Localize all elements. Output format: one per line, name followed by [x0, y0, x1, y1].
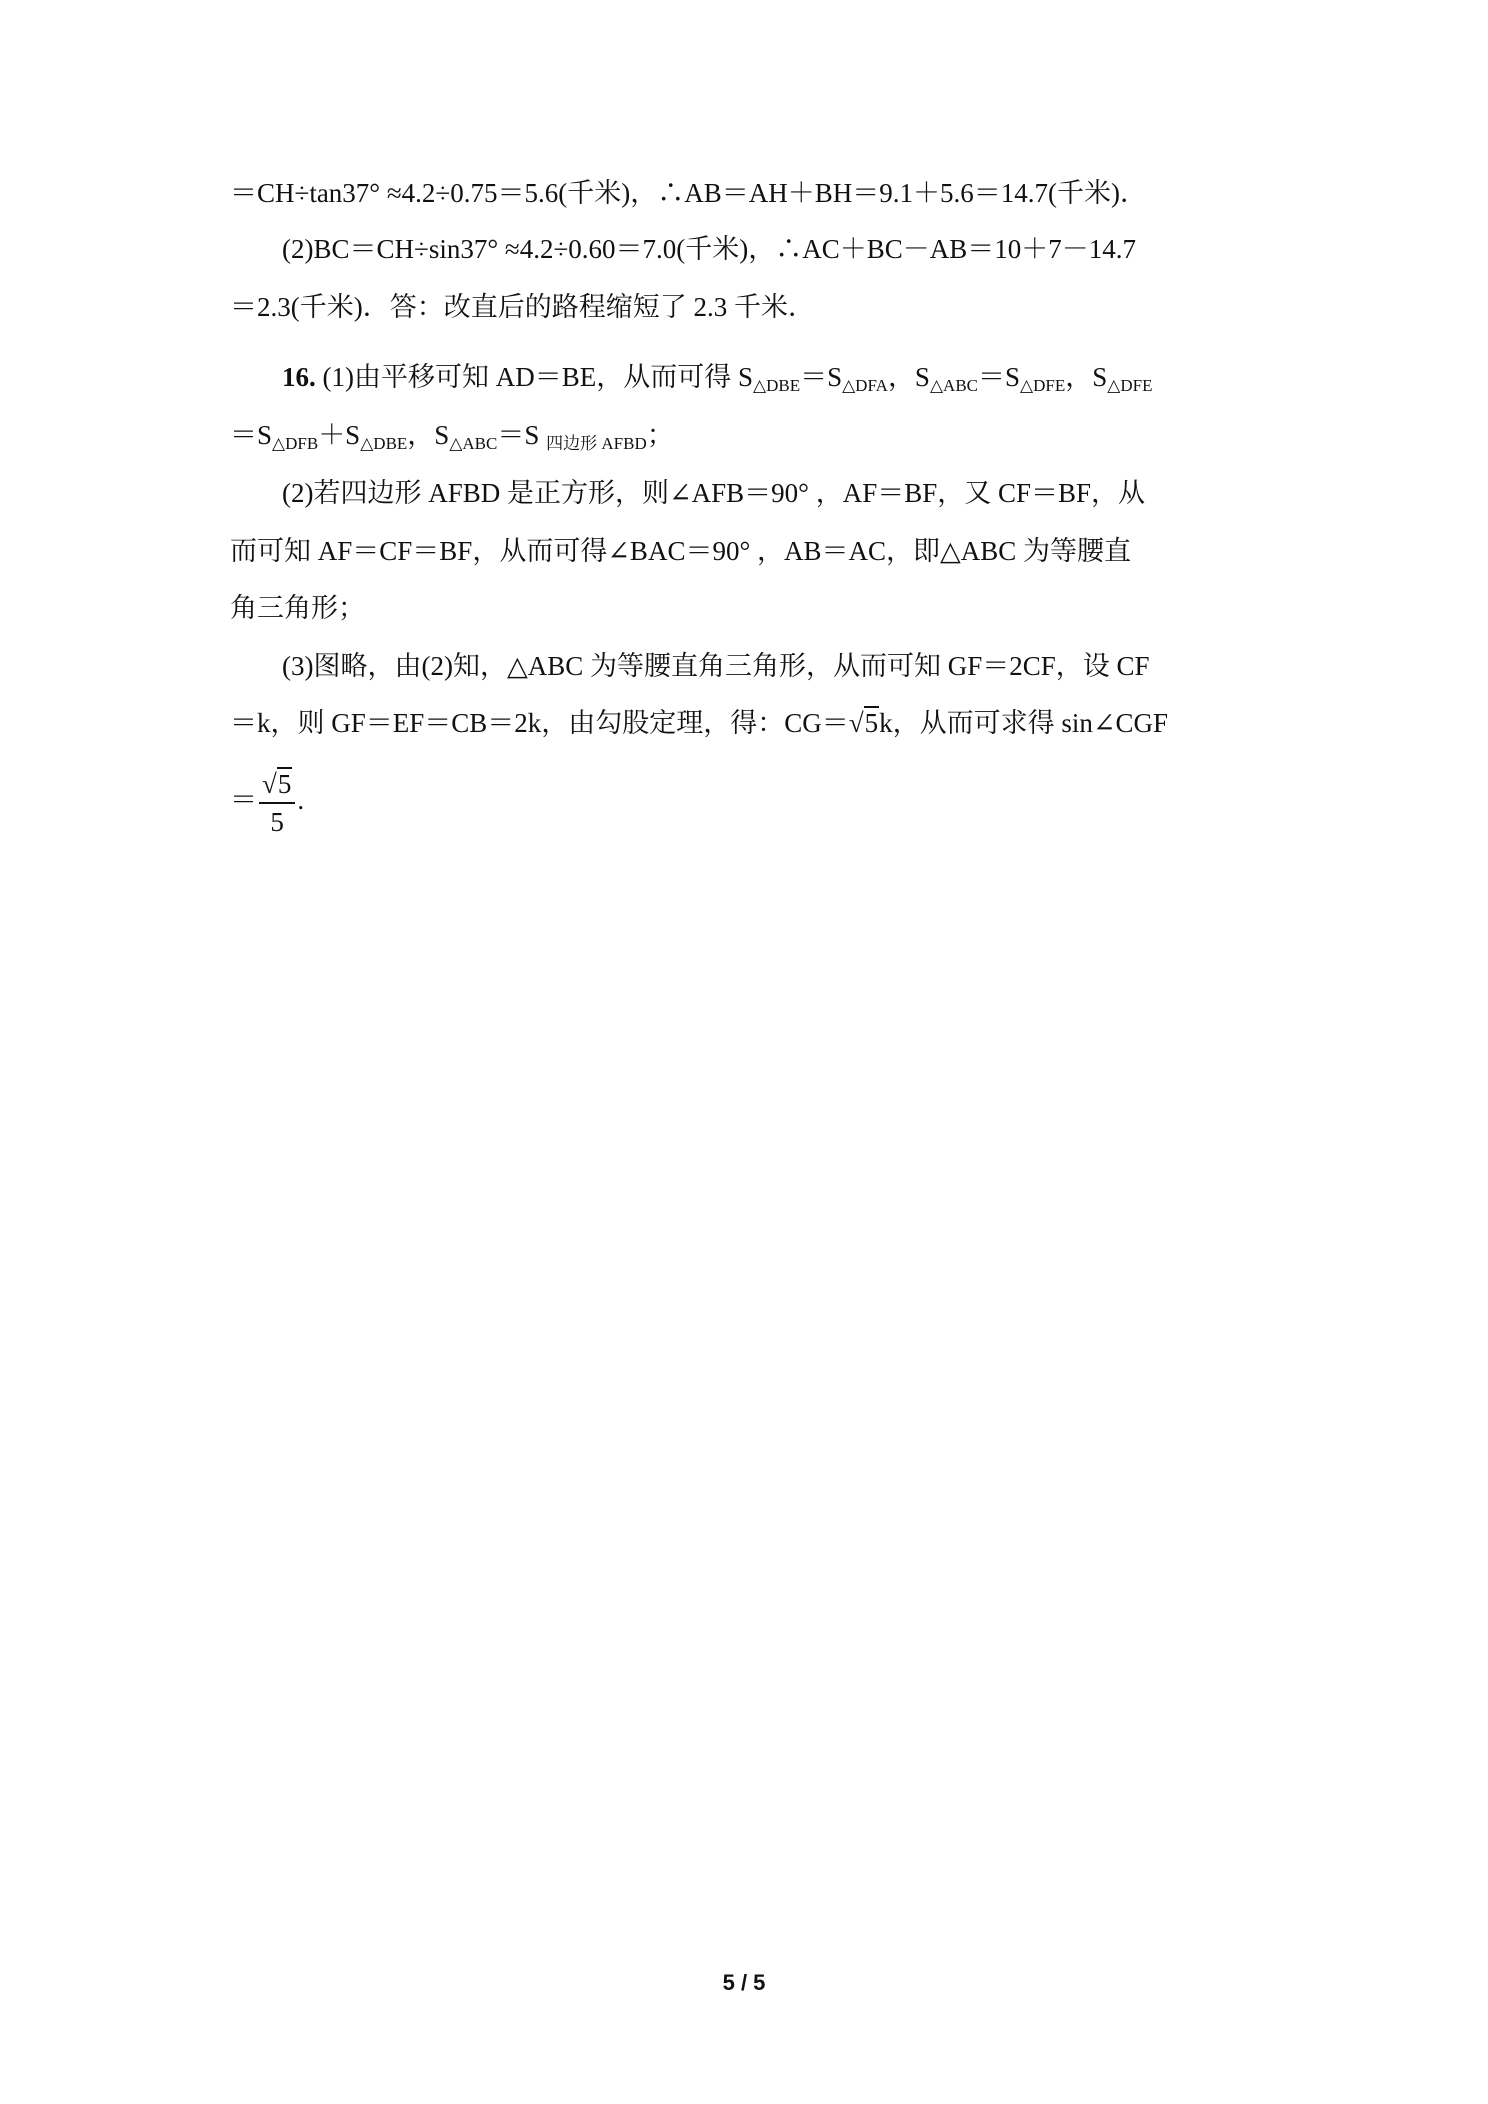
text-line-5: $=S_{\triangle DFB}+S_{\triangle DBE}$，$S_{\triangle ABC}=S$ $_{四边形 AFBD}$；	[230, 420, 674, 453]
text-line-4: 16. (1)由平移可知 AD＝BE，从而可得 $S_{\triangle DBE}=S_{\triangle DFA}$，$S_{\triangle ABC}=S_{\triangle DFE}$，$S_{\triangle DFE}$	[282, 362, 1153, 395]
problem-number: 16.	[282, 362, 316, 392]
text-line-8: 角三角形；	[230, 593, 365, 623]
text-line-2: (2)BC＝CH÷sin37° ≈4.2÷0.60＝7.0(千米)，∴AC＋BC－AB＝10＋7－14.7	[282, 234, 1137, 264]
fraction	[259, 767, 295, 839]
fraction-numerator: √5	[259, 767, 295, 804]
text-line-1: ＝CH÷tan37° ≈4.2÷0.75＝5.6(千米)，∴AB＝AH＋BH＝9.1＋5.6＝14.7(千米)．	[230, 178, 1147, 208]
text-line-10: ＝k，则 GF＝EF＝CB＝2k，由勾股定理，得：CG＝√5k，从而可求得 sin∠CGF	[230, 705, 1168, 741]
text-line-11: ＝ $\frac{√5}{5}$ .	[230, 768, 305, 837]
text-line-6: (2)若四边形 AFBD 是正方形，则∠AFB＝90° ，AF＝BF，又 CF＝BF，从	[282, 478, 1146, 508]
sqrt-expression: √5	[848, 708, 879, 738]
text-line-3: ＝2.3(千米)．答：改直后的路程缩短了 2.3 千米．	[230, 292, 815, 322]
text-line-7: 而可知 AF＝CF＝BF，从而可得∠BAC＝90° ，AB＝AC，即△ABC 为等腰直	[230, 536, 1132, 566]
text-line-9: (3)图略，由(2)知，△ABC 为等腰直角三角形，从而可知 GF＝2CF，设 CF	[282, 651, 1150, 681]
fraction-denominator: 5	[270, 806, 284, 837]
page-number: 5 / 5	[722, 1970, 766, 1995]
